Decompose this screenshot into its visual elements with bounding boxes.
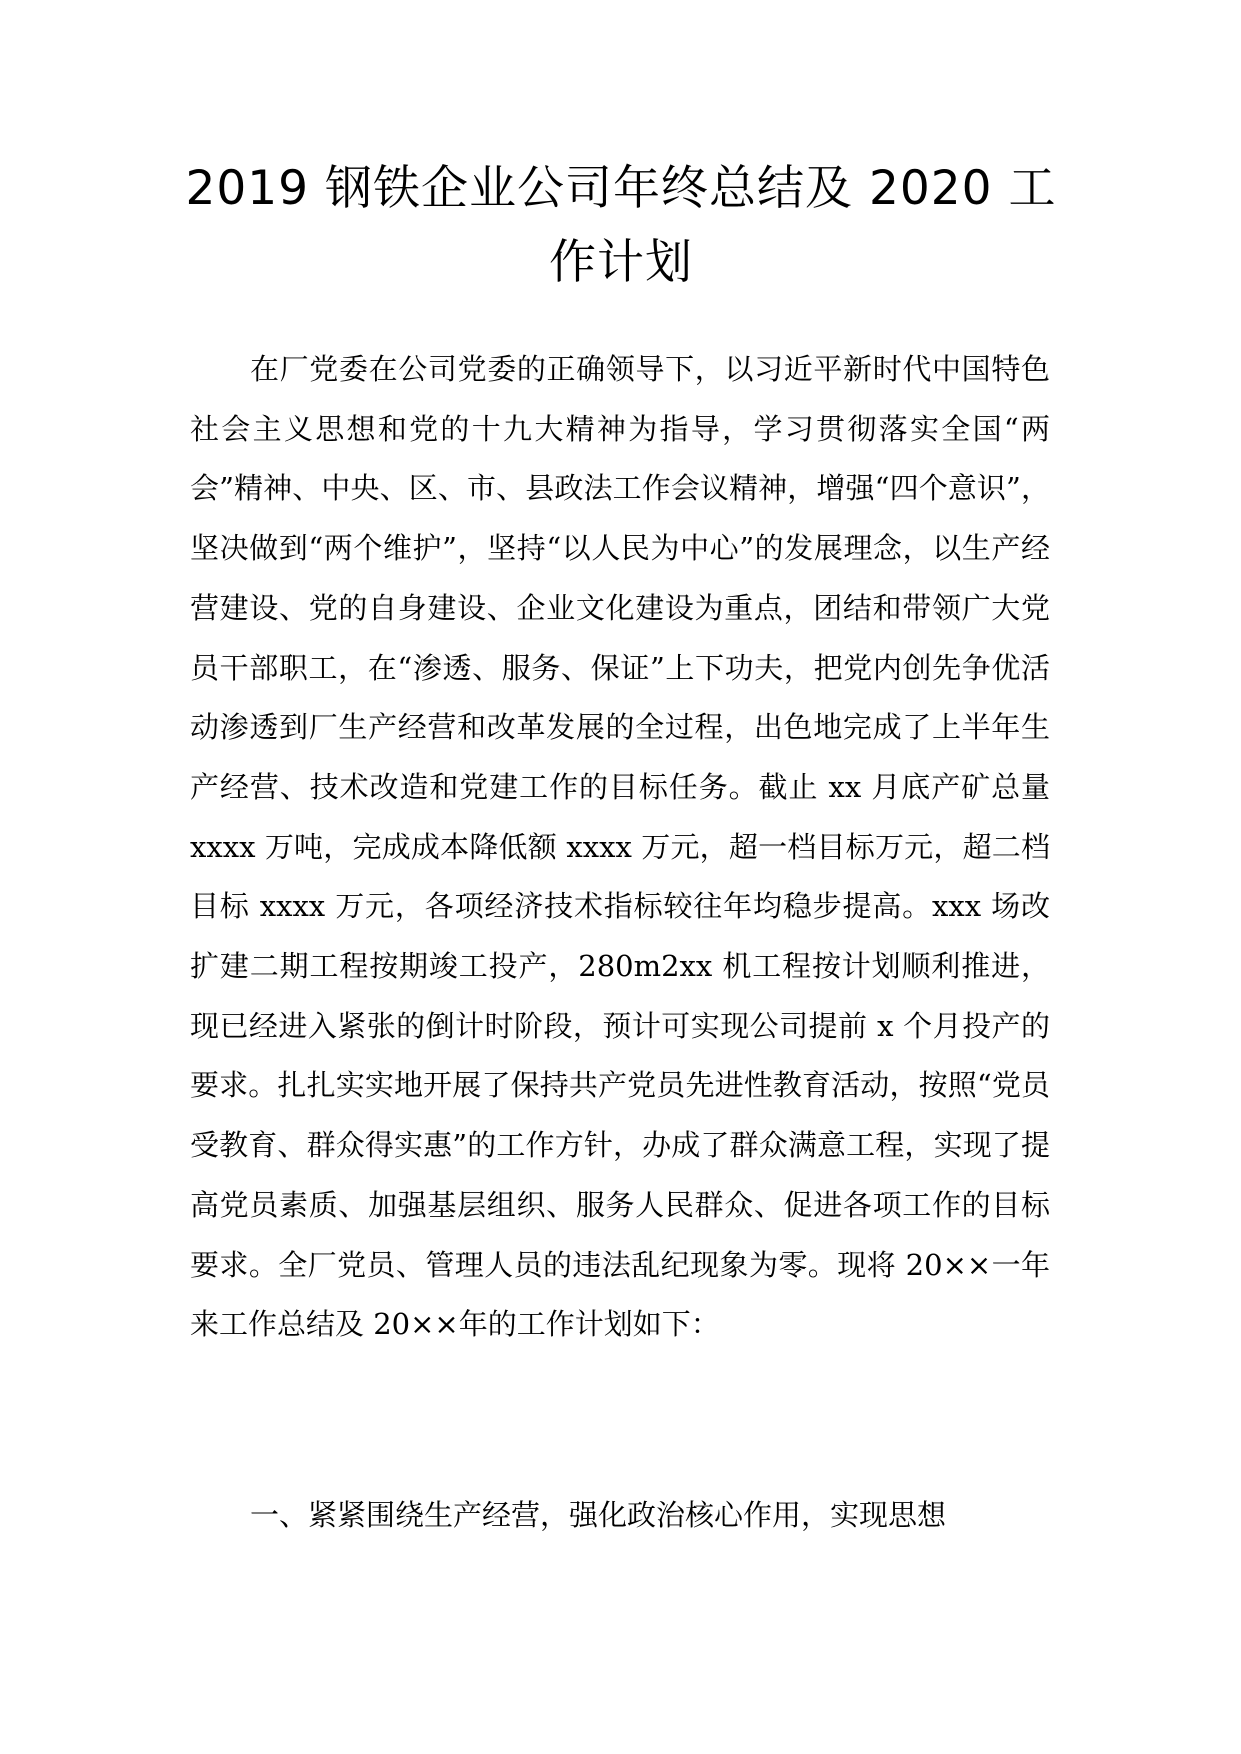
section-one-heading: 一、紧紧围绕生产经营，强化政治核心作用，实现思想 — [250, 1498, 947, 1532]
document-title: 2019 钢铁企业公司年终总结及 2020 工作计划 — [185, 161, 1057, 290]
intro-paragraph: 在厂党委在公司党委的正确领导下，以习近平新时代中国特色社会主义思想和党的十九大精神为指导，学习贯彻落实全国“两会”精神、中央、区、市、县政法工作会议精神，增强“四个意识”，坚决做到“两个维护”，坚持“以人民为中心”的发展理念，以生产经营建设、党的自身建设、企业文化建设为重点，团结和带领广大党员干部职工，在“渗透、服务、保证”上下功夫，把党内创先争优活动渗透到厂生产经营和改革发展的全过程，出色地完成了上半年生产经营、技术改造和党建工作的目标任务。截止 xx 月底产矿总量 xxxx 万吨，完成成本降低额 xxxx 万元，超一档目标万元，超二档目标 xxxx 万元，各项经济技术指标较往年均稳步提高。xxx 场改扩建二期工程按期竣工投产，280m2xx 机工程按计划顺利推进，现已经进入紧张的倒计时阶段，预计可实现公司提前 x 个月投产的要求。扎扎实实地开展了保持共产党员先进性教育活动，按照“党员受教育、群众得实惠”的工作方针，办成了群众满意工程，实现了提高党员素质、加强基层组织、服务人民群众、促进各项工作的目标要求。全厂党员、管理人员的违法乱纪现象为零。现将 20××一年来工作总结及 20××年的工作计划如下： — [190, 352, 1050, 1342]
